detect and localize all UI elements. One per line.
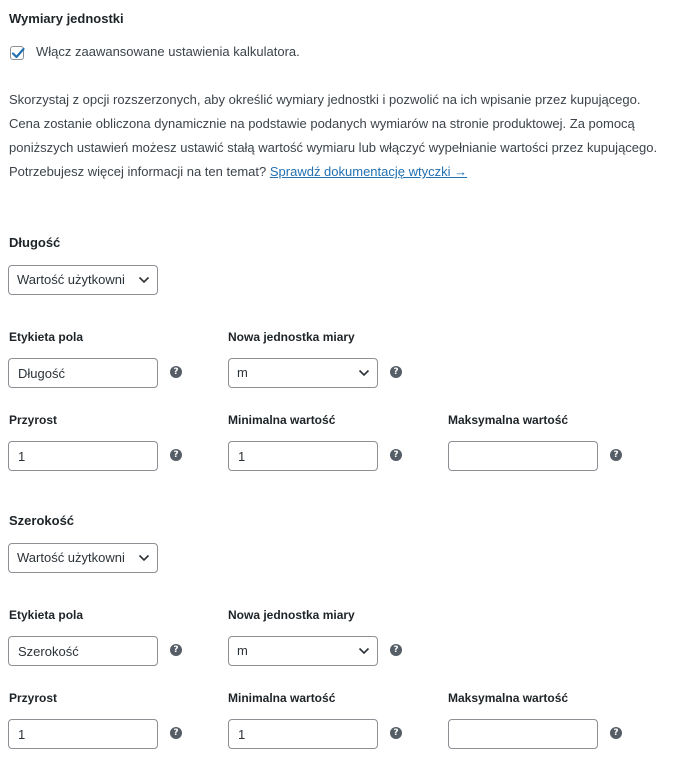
chevron-down-icon [358, 368, 370, 378]
help-icon[interactable]: ? [610, 727, 622, 739]
width-unit-select[interactable] [228, 636, 378, 666]
help-icon[interactable]: ? [390, 727, 402, 739]
help-icon[interactable]: ? [390, 366, 402, 378]
length-min-input[interactable] [228, 441, 378, 471]
checkmark-icon [10, 45, 26, 61]
help-icon[interactable]: ? [170, 366, 182, 378]
description-line [9, 160, 669, 184]
width-min-title: Minimalna wartość [228, 691, 336, 705]
chevron-down-icon [358, 646, 370, 656]
help-icon[interactable]: ? [170, 449, 182, 461]
width-section-title: Szerokość [9, 513, 75, 528]
length-field-label-title: Etykieta pola [9, 330, 84, 344]
width-field-label-input[interactable] [8, 636, 158, 666]
length-unit-title: Nowa jednostka miary [228, 330, 355, 344]
documentation-link[interactable]: Sprawdź dokumentację wtyczki → [269, 164, 468, 179]
chevron-down-icon [138, 275, 150, 285]
description-line: poniższych ustawień możesz ustawić stałą wartość wymiaru lub włączyć wypełnianie wartości przez kupującego. [9, 140, 658, 155]
width-step-input[interactable] [8, 719, 158, 749]
help-icon[interactable]: ? [170, 727, 182, 739]
chevron-down-icon [138, 553, 150, 563]
length-mode-select[interactable] [8, 265, 158, 295]
length-field-label-input[interactable] [8, 358, 158, 388]
width-mode-select[interactable] [8, 543, 158, 573]
help-icon[interactable]: ? [390, 644, 402, 656]
length-min-title: Minimalna wartość [228, 413, 336, 427]
width-unit-value: m [237, 643, 248, 658]
length-max-input[interactable] [448, 441, 598, 471]
length-section-title: Długość [9, 235, 61, 250]
length-step-input[interactable] [8, 441, 158, 471]
description-line: Skorzystaj z opcji rozszerzonych, aby określić wymiary jednostki i pozwolić na ich wpisanie przez kupującego. [9, 92, 641, 107]
width-min-input[interactable] [228, 719, 378, 749]
length-unit-value: m [237, 365, 248, 380]
width-mode-value: Wartość użytkowni [17, 550, 125, 565]
description-line: Cena zostanie obliczona dynamicznie na podstawie podanych wymiarów na stronie produktowej. Za pomocą [9, 116, 635, 131]
advanced-settings-checkbox[interactable] [10, 46, 24, 60]
length-unit-select[interactable] [228, 358, 378, 388]
width-step-title: Przyrost [9, 691, 58, 705]
width-unit-title: Nowa jednostka miary [228, 608, 355, 622]
description [9, 88, 669, 184]
width-field-label-title: Etykieta pola [9, 608, 84, 622]
width-max-input[interactable] [448, 719, 598, 749]
help-icon[interactable]: ? [610, 449, 622, 461]
length-step-title: Przyrost [9, 413, 58, 427]
description-text: Potrzebujesz więcej informacji na ten temat? [9, 164, 267, 179]
help-icon[interactable]: ? [170, 644, 182, 656]
help-icon[interactable]: ? [390, 449, 402, 461]
length-max-title: Maksymalna wartość [448, 413, 569, 427]
section-heading: Wymiary jednostki [9, 11, 124, 26]
length-mode-value: Wartość użytkowni [17, 272, 125, 287]
advanced-settings-label[interactable]: Włącz zaawansowane ustawienia kalkulatora. [36, 44, 300, 59]
width-max-title: Maksymalna wartość [448, 691, 569, 705]
